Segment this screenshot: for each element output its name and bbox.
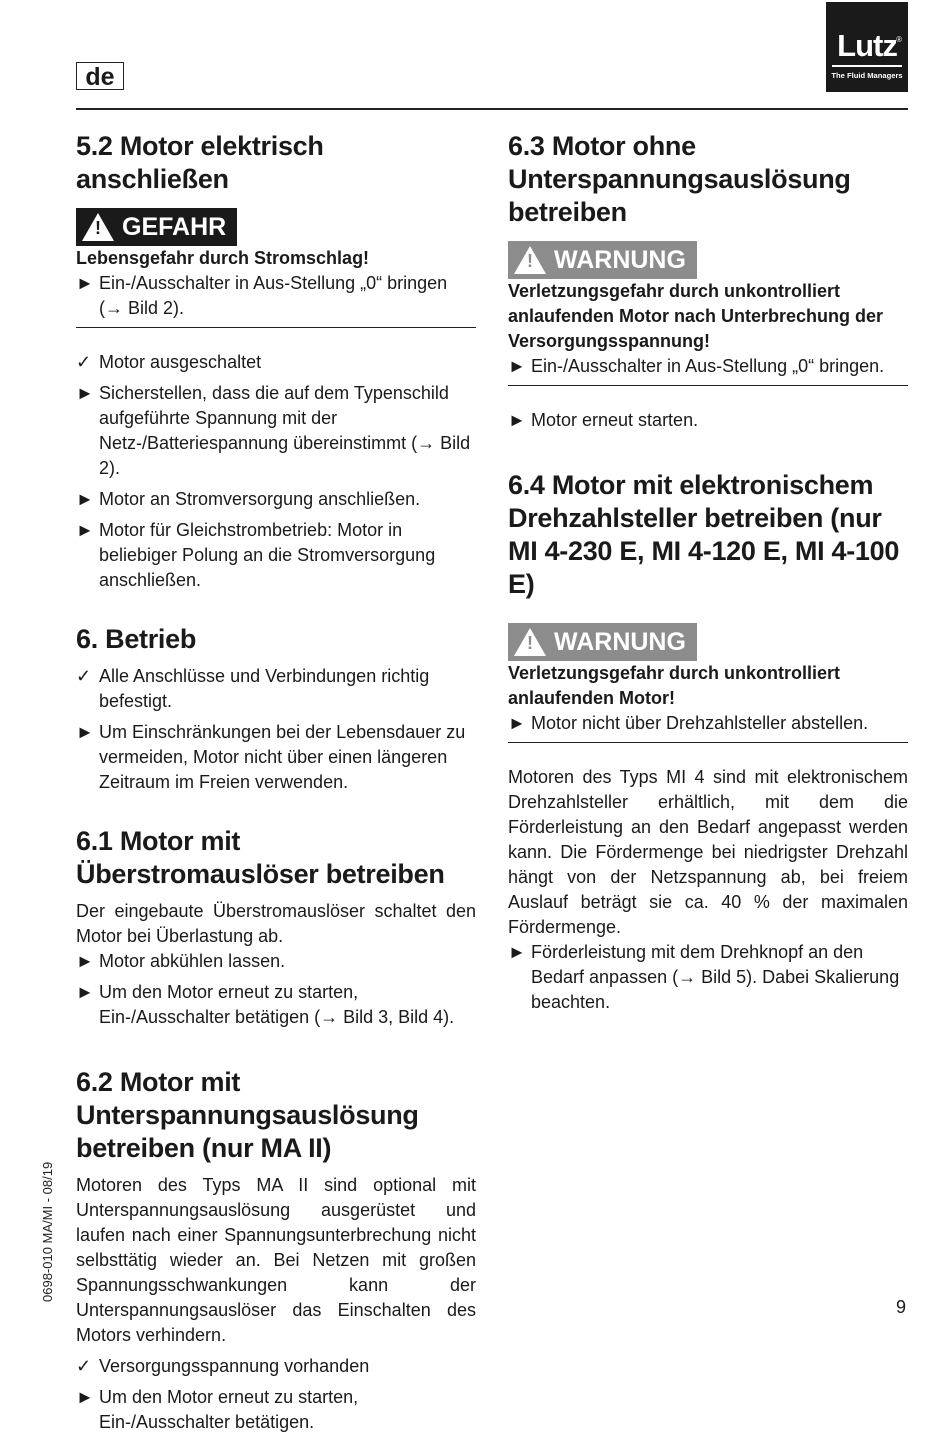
arrow-icon: ► [76, 722, 94, 742]
section-6-4-title: 6.4 Motor mit elektronischem Drehzahlsteller betreiben (nur MI 4-230 E, MI 4-120 E, MI 4-100 E) [508, 470, 900, 599]
warning-step-text: Ein-/Ausschalter in Aus-Stellung „0“ bringen. [531, 356, 885, 376]
danger-box [76, 208, 476, 328]
arrow-icon: ► [76, 273, 94, 293]
danger-badge [76, 208, 237, 246]
section-6-3-list [508, 408, 908, 433]
right-column [508, 130, 908, 1015]
list-item-text: Motor erneut starten. [531, 410, 699, 430]
list-item-text: Motor an Stromversorgung anschließen. [99, 489, 421, 509]
document-code: 0698-010 MA/MI - 08/19 [40, 1161, 55, 1302]
list-item [76, 664, 476, 714]
list-item [508, 940, 908, 1015]
arrow-icon: ► [76, 1387, 94, 1407]
page-number: 9 [896, 1297, 907, 1317]
section-6-3-title: 6.3 Motor ohne Unterspannungsauslösung betreiben [508, 131, 851, 227]
check-icon: ✓ [76, 352, 92, 372]
section-6-2-title: 6.2 Motor mit Unterspannungsauslösung betreiben (nur MA II) [76, 1067, 419, 1163]
list-item-text: Versorgungsspannung vorhanden [99, 1356, 370, 1376]
warning-step [508, 711, 908, 736]
list-item-text: Motor für Gleichstrombetrieb: Motor in beliebiger Polung an die Stromversorgung anschließen. [99, 520, 436, 590]
section-6-2-paragraph: Motoren des Typs MA II sind optional mit Unterspannungsauslösung ausgerüstet und laufen nach einer Spannungsunterbrechung nicht selbsttätig wieder an. Bei Netzen mit großen Spannungsschwankungen kann der Unterspannungsauslöser das Einschalten des Motors verhindern. [76, 1175, 476, 1345]
list-item-text: Motor ausgeschaltet [99, 352, 262, 372]
list-item [76, 1354, 476, 1379]
section-6-title: 6. Betrieb [76, 624, 197, 654]
list-item [76, 381, 476, 481]
lutz-logo [826, 2, 908, 92]
arrow-icon: ► [508, 356, 526, 376]
list-item-text: Motor abkühlen lassen. [99, 951, 286, 971]
list-item [76, 980, 476, 1030]
warning-badge-label: WARNUNG [554, 627, 686, 656]
warning-triangle-icon: ! [514, 628, 546, 656]
arrow-icon: ► [508, 410, 526, 430]
list-item-text: Um den Motor erneut zu starten, Ein-/Ausschalter betätigen. [99, 1387, 359, 1432]
arrow-icon: ► [508, 942, 526, 962]
danger-heading: Lebensgefahr durch Stromschlag! [76, 248, 370, 268]
warning-badge [508, 241, 697, 279]
arrow-icon: ► [76, 982, 94, 1002]
warning-heading: Verletzungsgefahr durch unkontrolliert anlaufenden Motor nach Unterbrechung der Versorgungsspannung! [508, 281, 884, 351]
danger-step [76, 271, 476, 321]
danger-badge-label: GEFAHR [122, 212, 227, 241]
logo-rule [832, 65, 902, 67]
logo-name: Lutz [837, 28, 897, 63]
list-item [76, 949, 476, 974]
list-item-text: Sicherstellen, dass die auf dem Typenschild aufgeführte Spannung mit der Netz-/Batteriespannung übereinstimmt (→ Bild 2). [99, 383, 471, 478]
list-item [76, 720, 476, 795]
list-item [76, 1385, 476, 1435]
warning-triangle-icon: ! [514, 246, 546, 274]
section-6-list [76, 664, 476, 795]
section-6-1-paragraph: Der eingebaute Überstromauslöser schaltet den Motor bei Überlastung ab. [76, 901, 476, 946]
logo-registered-mark: ® [896, 35, 902, 44]
warning-badge-label: WARNUNG [554, 245, 686, 274]
list-item [508, 408, 908, 433]
list-item [76, 350, 476, 375]
arrow-icon: ► [76, 520, 94, 540]
list-item [76, 518, 476, 593]
warning-heading: Verletzungsgefahr durch unkontrolliert anlaufenden Motor! [508, 663, 841, 708]
warning-box [508, 623, 908, 743]
arrow-icon: ► [76, 489, 94, 509]
section-5-2-list [76, 350, 476, 593]
section-5-2-title: 5.2 Motor elektrisch anschließen [76, 131, 324, 194]
section-6-1-title: 6.1 Motor mit Überstromauslöser betreiben [76, 826, 445, 889]
check-icon: ✓ [76, 1356, 92, 1376]
arrow-icon: ► [76, 383, 94, 403]
list-item-text: Alle Anschlüsse und Verbindungen richtig befestigt. [99, 666, 430, 711]
warning-badge [508, 623, 697, 661]
warning-triangle-icon: ! [82, 213, 114, 241]
arrow-icon: ► [76, 951, 94, 971]
list-item-text: Förderleistung mit dem Drehknopf an den Bedarf anpassen (→ Bild 5). Dabei Skalierung beachten. [531, 942, 900, 1012]
left-column [76, 130, 476, 1435]
logo-tagline: The Fluid Managers [831, 71, 903, 80]
check-icon: ✓ [76, 666, 92, 686]
header-rule [76, 108, 908, 110]
arrow-icon: ► [508, 713, 526, 733]
language-badge: de [76, 62, 124, 90]
section-6-4-paragraph: Motoren des Typs MI 4 sind mit elektronischem Drehzahlsteller erhältlich, mit dem die Förderleistung an den Bedarf angepasst werden kann. Die Fördermenge bei niedrigster Drehzahl hängt von der Netzspannung ab, bei freiem Auslauf beträgt sie ca. 40 % der maximalen Fördermenge. [508, 767, 908, 937]
danger-step-text: Ein-/Ausschalter in Aus-Stellung „0“ bringen (→ Bild 2). [99, 273, 448, 318]
section-6-1-list [76, 949, 476, 1030]
section-6-2-list [76, 1354, 476, 1435]
warning-step [508, 354, 908, 379]
warning-box [508, 241, 908, 386]
warning-step-text: Motor nicht über Drehzahlsteller abstellen. [531, 713, 869, 733]
section-6-4-list [508, 940, 908, 1015]
list-item-text: Um Einschränkungen bei der Lebensdauer zu vermeiden, Motor nicht über einen längeren Zeitraum im Freien verwenden. [99, 722, 466, 792]
list-item-text: Um den Motor erneut zu starten, Ein-/Ausschalter betätigen (→ Bild 3, Bild 4). [99, 982, 455, 1027]
list-item [76, 487, 476, 512]
